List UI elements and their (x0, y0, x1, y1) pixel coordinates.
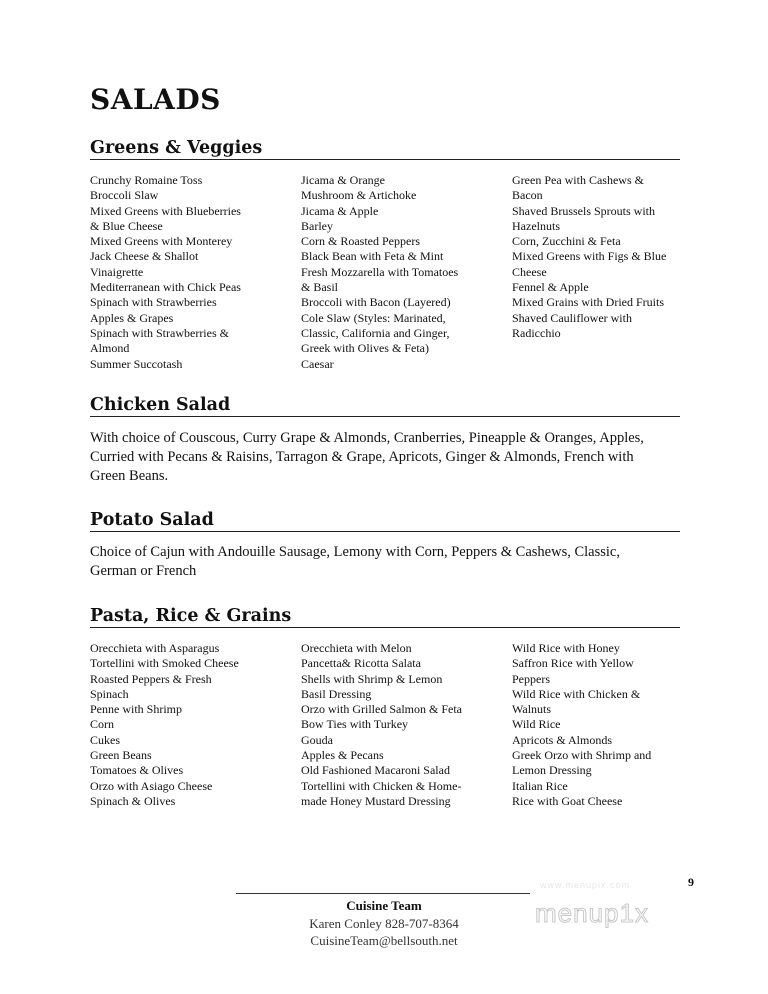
list-item: Tortellini with Smoked Cheese (90, 656, 239, 671)
list-item: Mixed Greens with Monterey (90, 234, 233, 249)
list-item: Corn (90, 717, 114, 732)
list-item: Summer Succotash (90, 356, 183, 371)
list-item: German or French (90, 563, 197, 579)
list-item: & Blue Cheese (90, 218, 163, 233)
list-item: Orecchieta with Asparagus (90, 641, 220, 655)
potato-description (90, 543, 690, 581)
list-item: Broccoli with Bacon (Layered) (301, 295, 451, 310)
list-item: Classic, California and Ginger, (301, 325, 450, 340)
list-item: Cukes (90, 732, 120, 747)
footer-contact: Karen Conley 828-707-8364 (309, 915, 459, 931)
list-item: Tortellini with Chicken & Home- (301, 778, 462, 793)
list-item: Caesar (301, 356, 334, 371)
list-item: With choice of Couscous, Curry Grape & Almonds, Cranberries, Pineapple & Oranges, Apples, (90, 430, 644, 446)
watermark-url: www.menupix.com (540, 880, 631, 890)
list-item: Spinach & Olives (90, 793, 176, 808)
list-item: Penne with Shrimp (90, 702, 182, 717)
list-item: Radicchio (512, 325, 561, 340)
page-title: SALADS (90, 83, 221, 116)
section-heading-greens: Greens & Veggies (90, 138, 680, 160)
greens-column-2 (301, 173, 458, 372)
list-item: & Basil (301, 280, 339, 295)
list-item: Curried with Pecans & Raisins, Tarragon & Grape, Apricots, Ginger & Almonds, French with (90, 449, 634, 465)
list-item: Orzo with Asiago Cheese (90, 778, 213, 793)
watermark-logo: menup1x (535, 898, 649, 928)
pasta-column-1 (90, 641, 239, 809)
list-item: Roasted Peppers & Fresh (90, 671, 212, 686)
list-item: Crunchy Romaine Toss (90, 173, 203, 187)
list-item: Apricots & Almonds (512, 732, 613, 747)
list-item: Walnuts (512, 702, 552, 717)
list-item: Barley (301, 218, 333, 233)
list-item: Mixed Greens with Figs & Blue (512, 249, 667, 264)
pasta-column-2 (301, 641, 462, 809)
list-item: Corn, Zucchini & Feta (512, 234, 621, 249)
list-item: Bacon (512, 188, 543, 203)
list-item: Apples & Pecans (301, 748, 384, 763)
list-item: Fresh Mozzarella with Tomatoes (301, 264, 459, 279)
list-item: Pancetta& Ricotta Salata (301, 656, 421, 671)
list-item: Broccoli Slaw (90, 188, 159, 203)
list-item: Wild Rice (512, 717, 561, 732)
section-heading-potato: Potato Salad (90, 510, 680, 532)
list-item: Vinaigrette (90, 264, 144, 279)
list-item: made Honey Mustard Dressing (301, 793, 451, 808)
list-item: Jicama & Orange (301, 173, 385, 187)
list-item: Mixed Grains with Dried Fruits (512, 295, 664, 310)
list-item: Mixed Greens with Blueberries (90, 203, 241, 218)
list-item: Greek Orzo with Shrimp and (512, 748, 652, 763)
list-item: Spinach with Strawberries (90, 295, 217, 310)
list-item: Black Bean with Feta & Mint (301, 249, 444, 264)
list-item: Mushroom & Artichoke (301, 188, 417, 203)
greens-column-3 (512, 173, 666, 341)
list-item: Almond (90, 341, 130, 356)
list-item: Saffron Rice with Yellow (512, 656, 634, 671)
list-item: Shells with Shrimp & Lemon (301, 671, 443, 686)
list-item: Wild Rice with Chicken & (512, 686, 641, 701)
list-item: Greek with Olives & Feta) (301, 341, 429, 356)
section-heading-pasta: Pasta, Rice & Grains (90, 606, 680, 628)
list-item: Green Beans (90, 748, 152, 763)
list-item: Tomatoes & Olives (90, 763, 184, 778)
list-item: Basil Dressing (301, 686, 372, 701)
list-item: Cheese (512, 264, 547, 279)
list-item: Hazelnuts (512, 218, 560, 233)
footer-divider (236, 893, 530, 894)
list-item: Orzo with Grilled Salmon & Feta (301, 702, 462, 717)
list-item: Wild Rice with Honey (512, 641, 620, 655)
list-item: Choice of Cajun with Andouille Sausage, Lemony with Corn, Peppers & Cashews, Classic, (90, 544, 620, 560)
footer (234, 897, 534, 950)
list-item: Lemon Dressing (512, 763, 592, 778)
list-item: Green Beans. (90, 468, 169, 484)
section-heading-chicken: Chicken Salad (90, 395, 680, 417)
pasta-column-3 (512, 641, 651, 809)
list-item: Mediterranean with Chick Peas (90, 280, 241, 295)
list-item: Green Pea with Cashews & (512, 173, 644, 187)
list-item: Bow Ties with Turkey (301, 717, 409, 732)
list-item: Spinach (90, 686, 129, 701)
list-item: Gouda (301, 732, 333, 747)
chicken-description (90, 429, 690, 486)
footer-email[interactable]: CuisineTeam@bellsouth.net (310, 933, 458, 948)
list-item: Shaved Brussels Sprouts with (512, 203, 656, 218)
page-number: 9 (688, 875, 694, 889)
list-item: Old Fashioned Macaroni Salad (301, 763, 450, 778)
list-item: Shaved Cauliflower with (512, 310, 632, 325)
list-item: Jack Cheese & Shallot (90, 249, 199, 264)
list-item: Orecchieta with Melon (301, 641, 412, 655)
list-item: Cole Slaw (Styles: Marinated, (301, 310, 446, 325)
footer-team-name: Cuisine Team (346, 898, 422, 913)
list-item: Corn & Roasted Peppers (301, 234, 420, 249)
list-item: Italian Rice (512, 778, 568, 793)
list-item: Rice with Goat Cheese (512, 793, 623, 808)
greens-column-1 (90, 173, 241, 372)
list-item: Jicama & Apple (301, 203, 379, 218)
list-item: Apples & Grapes (90, 310, 174, 325)
list-item: Spinach with Strawberries & (90, 325, 229, 340)
list-item: Fennel & Apple (512, 280, 589, 295)
list-item: Peppers (512, 671, 550, 686)
